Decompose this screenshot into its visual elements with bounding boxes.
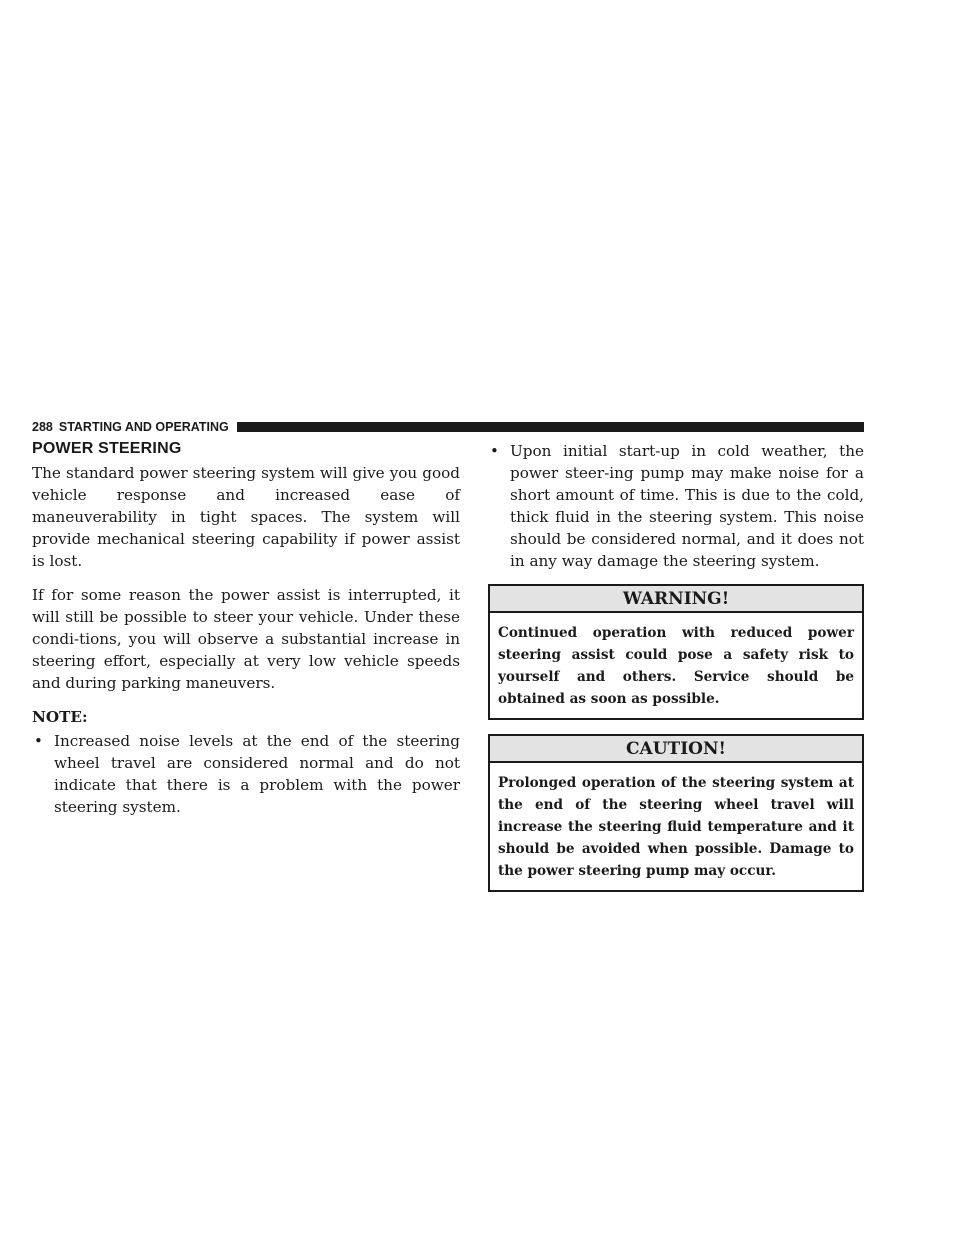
page-header: [32, 419, 864, 435]
note-label: NOTE:: [32, 708, 88, 726]
bullet-text: Upon initial start-up in cold weather, the power steer-ing pump may make noise for a short amount of time. This is due to the cold, thick fluid in the steering system. This noise should be considered normal, and it does not in any way damage the steering system.: [510, 442, 864, 570]
header-rule: [237, 422, 864, 432]
bullet-text: Increased noise levels at the end of the steering wheel travel are considered normal and do not indicate that there is a problem with the power steering system.: [54, 732, 460, 816]
warning-title: WARNING!: [490, 586, 862, 613]
list-item: [32, 730, 460, 818]
warning-text: Continued operation with reduced power steering assist could pose a safety risk to yourself and others. Service should be obtained as soon as possible.: [498, 625, 854, 707]
power-steering-heading: POWER STEERING: [32, 440, 182, 457]
note-bullet-list: [32, 730, 460, 818]
right-column: [488, 440, 864, 906]
caution-box: [488, 734, 864, 892]
section-title-header: STARTING AND OPERATING: [58, 420, 229, 434]
cold-weather-bullet-list: [488, 440, 864, 572]
caution-title: CAUTION!: [490, 736, 862, 763]
caution-text: Prolonged operation of the steering system at the end of the steering wheel travel will increase the steering fluid temperature and it should be avoided when possible. Damage to the power steering pump may occur.: [498, 775, 854, 879]
assist-interrupted-paragraph: If for some reason the power assist is interrupted, it will still be possible to steer your vehicle. Under these condi-tions, you will observe a substantial increase in steering effort, especially at very low vehicle speeds and during parking maneuvers.: [32, 586, 460, 692]
bullet-icon: •: [34, 732, 43, 750]
page-number: 288: [32, 420, 53, 434]
list-item: [488, 440, 864, 572]
intro-paragraph: The standard power steering system will give you good vehicle response and increased ease of maneuverability in tight spaces. The system will provide mechanical steering capability if power assist is lost.: [32, 464, 460, 570]
bullet-icon: •: [490, 442, 499, 460]
left-column: [32, 440, 460, 828]
warning-box: [488, 584, 864, 720]
